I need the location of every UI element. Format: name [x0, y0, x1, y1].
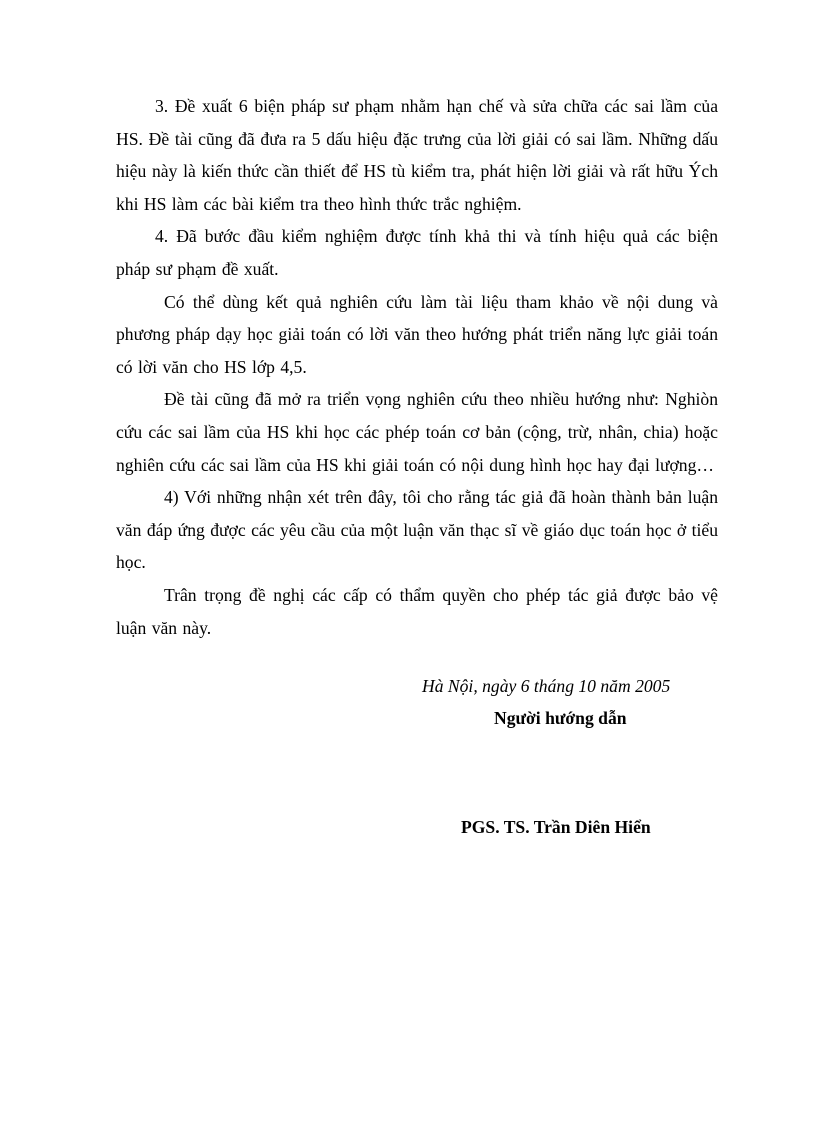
signature-place-date: Hà Nội, ngày 6 tháng 10 năm 2005 [422, 676, 671, 696]
paragraph-feasibility: 4. Đã bước đầu kiểm nghiệm được tính khả thi và tính hiệu quả các biện pháp sư phạm đề xuất. [116, 226, 718, 279]
signature-name: PGS. TS. Trần Diên Hiển [461, 817, 651, 837]
paragraph-conclusion: 4) Với những nhận xét trên đây, tôi cho rằng tác giả đã hoàn thành bản luận văn đáp ứng được các yêu cầu của một luận văn thạc sĩ về giáo dục toán học ở tiểu học. [116, 487, 718, 573]
paragraph-reference-use: Có thể dùng kết quả nghiên cứu làm tài liệu tham khảo về nội dung và phương pháp dạy học giải toán có lời văn theo hướng phát triển năng lực giải toán có lời văn cho HS lớp 4,5. [116, 291, 718, 377]
paragraph-proposed-measures: 3. Đề xuất 6 biện pháp sư phạm nhằm hạn chế và sửa chữa các sai lầm của HS. Đề tài cũng đã đưa ra 5 dấu hiệu đặc trưng của lời giải có sai lầm. Những dấu hiệu này là kiến thức cần thiết để HS tù kiểm tra, phát hiện lời giải và rất hữu Ých khi HS làm các bài kiểm tra theo hình thức trắc nghiệm. [116, 96, 718, 214]
signature-role: Người hướng dẫn [494, 708, 627, 728]
document-body [116, 90, 718, 644]
paragraph-research-prospects: Đề tài cũng đã mở ra triển vọng nghiên cứu theo nhiều hướng như: Nghiòn cứu các sai lầm của HS khi học các phép toán cơ bản (cộng, trừ, nhân, chia) hoặc nghiên cứu các sai lầm của HS khi giải toán có nội dung hình học hay đại lượng… [116, 389, 718, 475]
paragraph-recommendation: Trân trọng đề nghị các cấp có thẩm quyền cho phép tác giả được bảo vệ luận văn này. [116, 584, 718, 638]
